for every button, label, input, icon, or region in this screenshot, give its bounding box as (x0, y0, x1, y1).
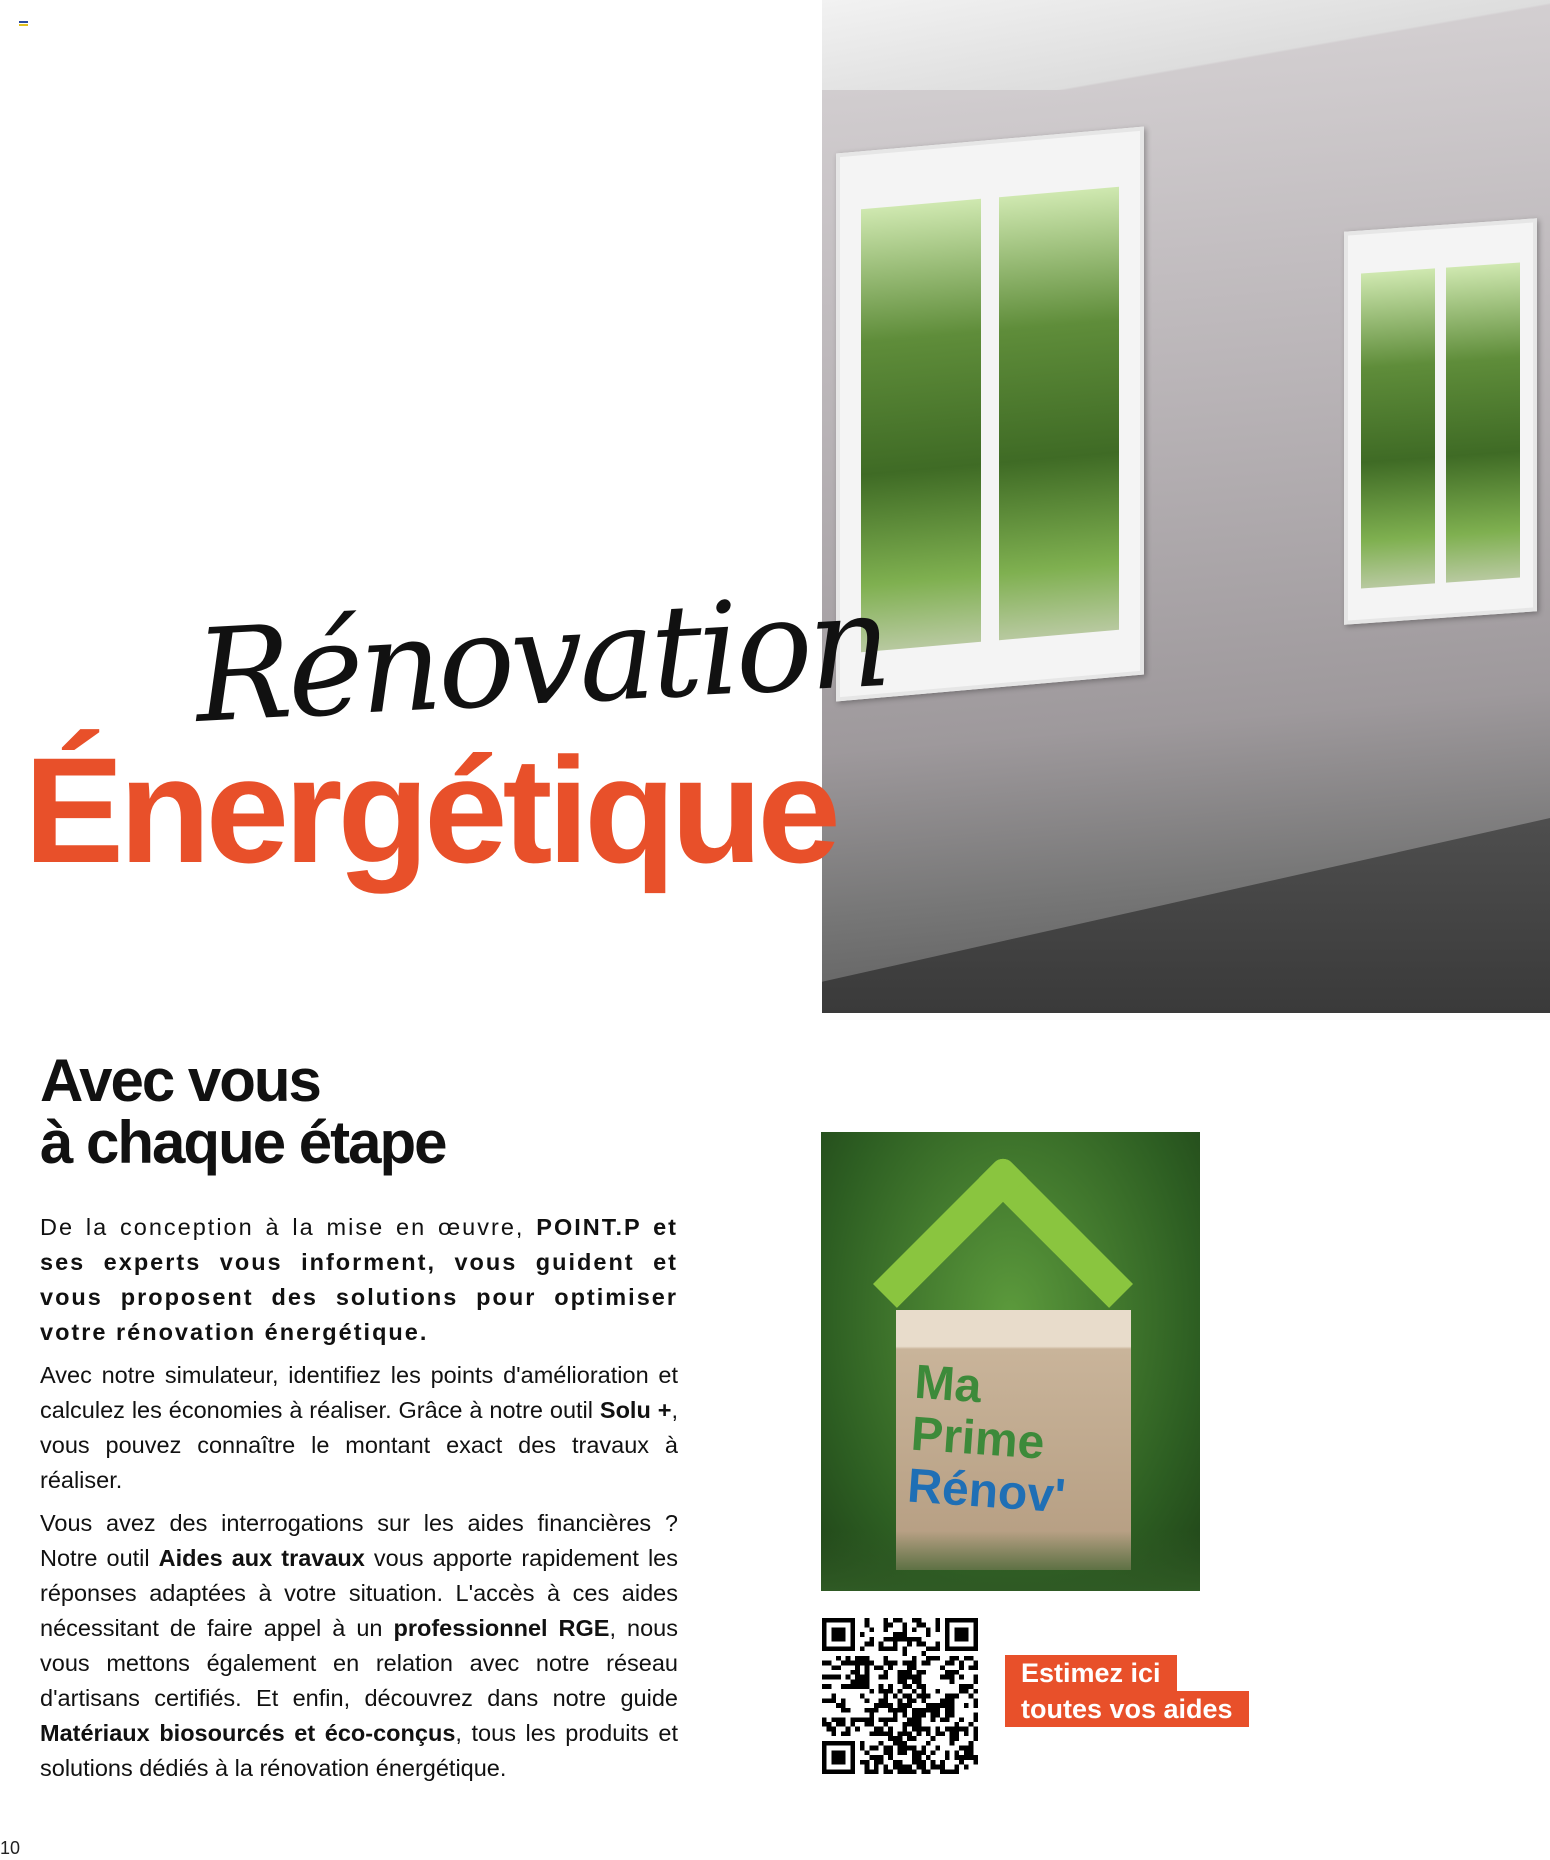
qr-code[interactable] (822, 1618, 978, 1774)
flag-icon (19, 21, 28, 27)
room-windows-photo (822, 0, 1550, 1013)
bold-text: Solu + (599, 1397, 672, 1423)
logo-line: Prime (909, 1407, 1047, 1470)
heading-line: Avec vous (40, 1047, 320, 1114)
text: , vous pouvez connaître le montant exact des travaux à réaliser. (40, 1397, 678, 1493)
ma-prime-renov-image (821, 1132, 1200, 1591)
estimate-aids-link[interactable] (1005, 1655, 1249, 1727)
text: Vous avez des interrogations sur les aides financières ? Notre outil (40, 1510, 678, 1571)
logo-line: Ma (913, 1355, 984, 1414)
bold-text: POINT.P et ses experts vous informent, vous guident et vous proposent des solutions pour optimiser votre rénovation énergétique. (40, 1214, 678, 1345)
intro-paragraph (40, 1210, 678, 1350)
section-heading (40, 1047, 446, 1176)
text: vous apporte rapidement les réponses adaptées à votre situation. L'accès à ces aides nécessitant de faire appel à un (40, 1545, 678, 1641)
heading-line: à chaque étape (40, 1109, 446, 1176)
paragraph (40, 1358, 678, 1498)
cta-line: Estimez ici (1005, 1655, 1177, 1691)
ma-prime-renov-logo (906, 1357, 1075, 1524)
text: , tous les produits et solutions dédiés à la rénovation énergétique. (40, 1720, 679, 1781)
body-text (40, 1210, 678, 1794)
bold-text: Matériaux biosourcés et éco-conçus (40, 1720, 456, 1746)
title-script: Rénovation (191, 566, 891, 753)
page-number: 10 (0, 1838, 21, 1858)
cta-line: toutes vos aides (1005, 1691, 1249, 1727)
text: , nous vous mettons également en relation avec notre réseau d'artisans certifiés. Et enfin, découvrez dans notre guide (40, 1615, 678, 1711)
text: Avec notre simulateur, identifiez les points d'amélioration et calculez les économies à réaliser. Grâce à notre outil (40, 1362, 678, 1423)
text: De la conception à la mise en œuvre, (40, 1214, 537, 1240)
bold-text: Aides aux travaux (158, 1545, 365, 1571)
logo-line: Rénov' (905, 1459, 1068, 1524)
title-main: Énergétique (24, 726, 836, 894)
paragraph (40, 1506, 678, 1786)
bold-text: professionnel RGE (393, 1615, 610, 1641)
